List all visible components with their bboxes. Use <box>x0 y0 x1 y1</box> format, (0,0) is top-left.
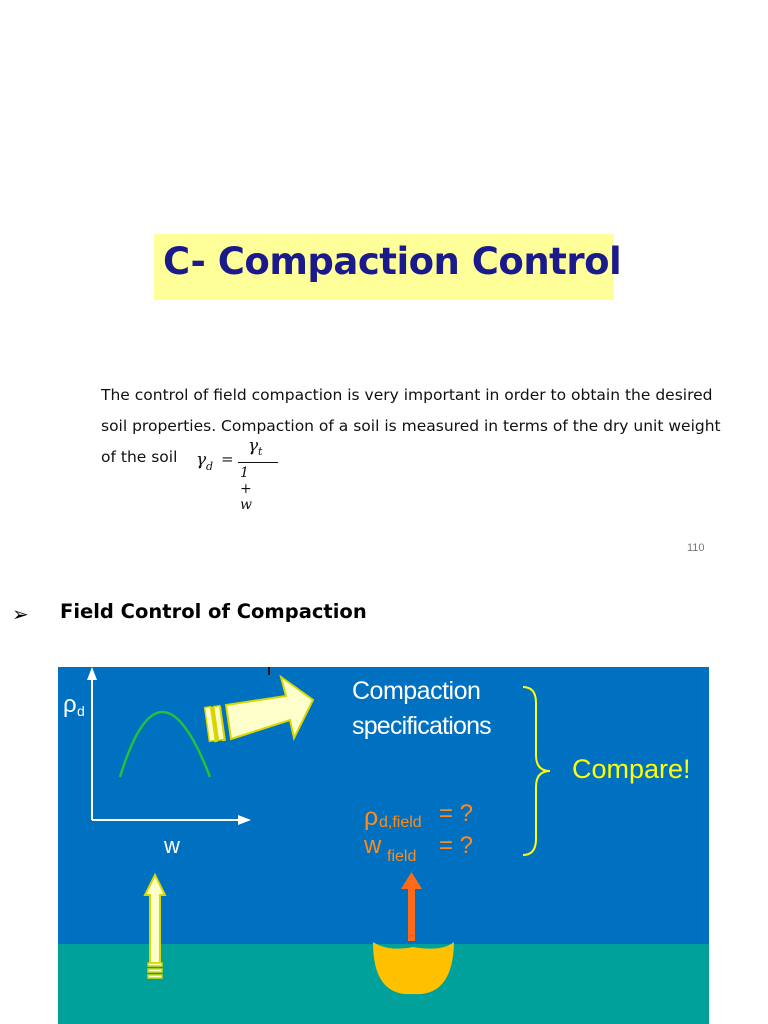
page-number: 110 <box>687 542 705 554</box>
spec-line-2: specifications <box>352 712 491 740</box>
section-heading: Field Control of Compaction <box>60 600 367 623</box>
formula-equals: = <box>221 450 234 468</box>
w-field-symbol: w <box>364 832 382 859</box>
paragraph-line-2: soil properties. Compaction of a soil is measured in terms of the dry unit weight <box>101 417 721 435</box>
fraction-bar <box>238 462 278 463</box>
field-control-diagram <box>58 667 709 1024</box>
formula-lhs: γ <box>196 450 207 470</box>
rho-field-equals: = ? <box>439 800 474 827</box>
paragraph-line-3: of the soil <box>101 448 178 466</box>
w-field-equals: = ? <box>439 832 474 859</box>
rho-field-sub: d,field <box>379 814 422 831</box>
bullet-arrow-icon: ➢ <box>12 604 29 626</box>
page-title: C- Compaction Control <box>163 240 622 283</box>
formula-lhs-sub: d <box>206 460 214 473</box>
spec-line-1: Compaction <box>352 677 481 705</box>
y-axis-label-sub: d <box>77 703 85 719</box>
formula-numerator: γ <box>248 436 259 456</box>
y-axis-label: ρ <box>63 691 77 718</box>
formula-denominator: 1 + w <box>240 465 252 513</box>
paragraph-line-1: The control of field compaction is very important in order to obtain the desired <box>101 386 713 404</box>
rho-field-symbol: ρ <box>364 803 379 831</box>
x-axis-label: w <box>164 833 180 858</box>
formula-numerator-sub: t <box>258 445 263 458</box>
compare-label: Compare! <box>572 754 691 784</box>
w-field-sub: field <box>387 848 417 865</box>
